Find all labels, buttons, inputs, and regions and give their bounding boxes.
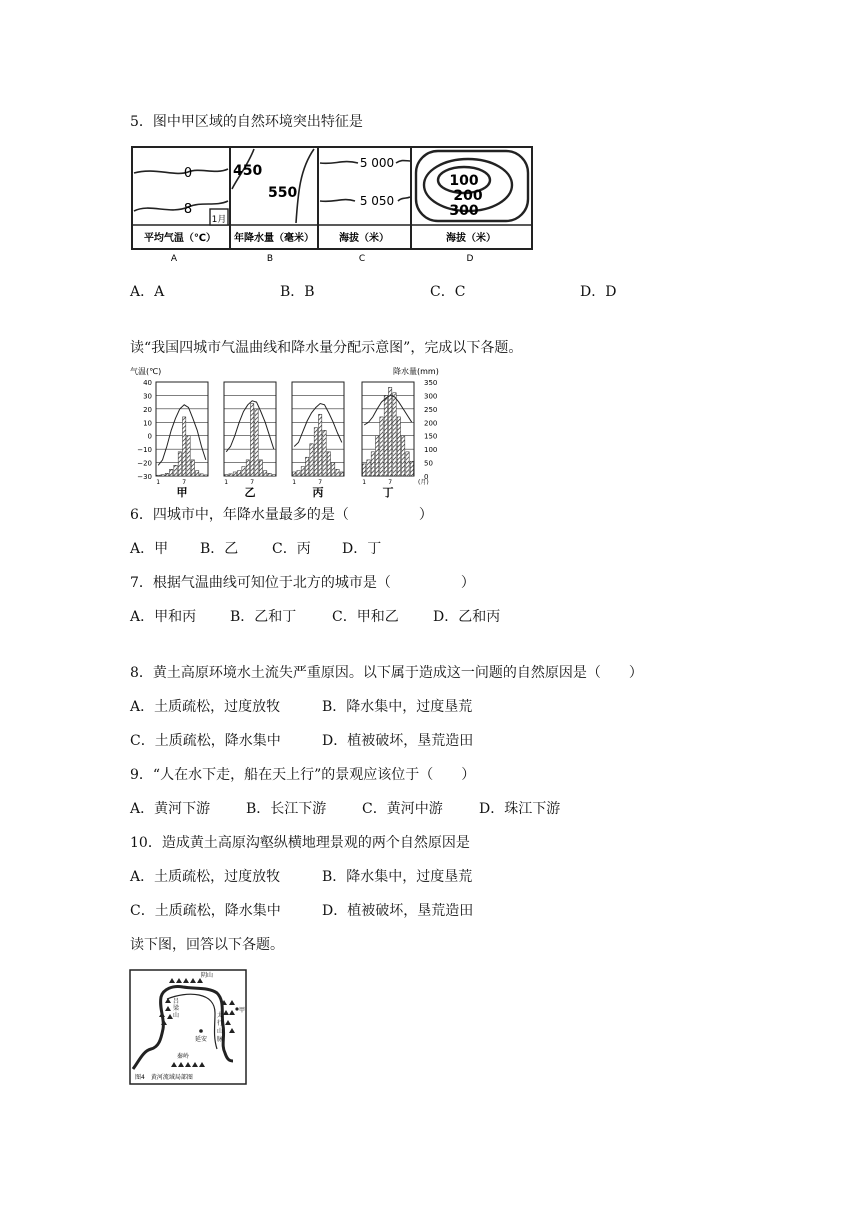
precip-tick-label: 0 [424,473,429,481]
map-label-hang: 行 [217,1020,224,1027]
q5-letter-a: A [170,254,178,264]
precip-bar [255,409,258,476]
q10-stem: 10．造成黄土高原沟壑纵横地理景观的两个自然原因是 [130,835,470,851]
precip-bar [161,475,164,476]
precip-tick-label: 100 [424,446,438,455]
q5-a-label-0: 0 [183,166,193,181]
city-panel-2 [292,382,344,499]
climate-intro: 读“我国四城市气温曲线和降水量分配示意图”，完成以下各题。 [130,340,523,356]
precip-bar [363,464,366,476]
precip-bar [174,465,177,476]
map-label-shan2: 山 [217,1028,224,1035]
q5-b-label-550: 550 [268,185,298,201]
q9-option-a[interactable]: A．黄河下游 [130,801,211,817]
precip-tick-label: 150 [424,432,438,441]
precip-bar [259,460,262,476]
precip-bar [264,471,267,476]
climate-chart [128,364,448,500]
map-label-mai: 脉 [217,1036,224,1043]
month-label: 7 [388,479,393,486]
q5-stem: 5．图中甲区域的自然环境突出特征是 [130,114,363,130]
q5-a-label-month: 1月 [211,215,227,225]
q5-caption-c: 海拔（米） [339,233,389,244]
precip-bar [389,387,392,476]
precip-bar [332,463,335,476]
precip-bar [301,467,304,476]
precip-bar [327,452,330,476]
q5-c-label-5000: 5 000 [359,156,395,170]
map-label-jia: 甲 [239,1007,246,1014]
precip-bar [225,475,228,476]
q5-letter-d: D [466,254,474,264]
q5-caption-d: 海拔（米） [446,233,496,244]
map-label-liang: 梁 [173,1005,180,1012]
precip-bar [310,444,313,476]
precip-bar [402,436,405,476]
city-name: 甲 [176,486,188,499]
precip-bar [384,395,387,476]
precip-bar [165,473,168,476]
precip-bar [178,452,181,476]
temp-curve [294,404,342,447]
q7-option-c[interactable]: C．甲和乙 [332,609,399,625]
q9-option-d[interactable]: D．珠江下游 [479,801,561,817]
precip-bar [367,460,370,476]
q10-option-d[interactable]: D．植被破坏，垦荒造田 [322,903,474,919]
q5-option-d[interactable]: D．D [580,284,617,300]
precip-bar [397,417,400,476]
q5-a-label-8: 8 [183,202,193,217]
precip-bar [319,414,322,476]
precip-bar [204,475,207,476]
q8-option-b[interactable]: B．降水集中，过度垦荒 [322,699,473,715]
precip-tick-label: 350 [424,379,438,387]
precip-bar [246,460,249,476]
precip-bar [268,473,271,476]
map-label-yinshan: 阴山 [201,972,214,979]
temp-tick-label: 10 [143,419,152,428]
precip-bar [183,417,186,476]
month-label: 7 [182,479,187,486]
q10-option-a[interactable]: A．土质疏松，过度放牧 [130,869,281,885]
precip-bar [233,472,236,476]
precip-axis-title: 降水量(mm) [393,367,439,376]
city-name: 丙 [312,486,324,499]
precip-tick-label: 250 [424,405,438,414]
map-label-shan1: 山 [173,1012,180,1019]
q5-letter-c: C [358,254,366,264]
map-label-tai: 太 [217,1012,224,1019]
precip-bar [376,436,379,476]
q9-stem: 9．“人在水下走，船在天上行”的景观应该位于（ ） [130,767,476,783]
temp-axis-title: 气温(℃) [130,367,162,376]
q5-option-b[interactable]: B．B [280,284,315,300]
q5-b-label-450: 450 [233,163,263,179]
city-panel-1 [224,382,276,499]
precip-bar [406,452,409,476]
map-intro: 读下图，回答以下各题。 [130,937,284,953]
q6-option-a[interactable]: A．甲 [130,541,169,557]
q5-option-a[interactable]: A．A [130,284,165,300]
precip-bar [191,460,194,476]
city-name: 丁 [382,486,394,499]
yellow-river-map [129,969,247,1085]
q5-d-label-100: 100 [449,173,479,189]
q5-letter-b: B [266,254,274,264]
month-unit: (月) [418,479,429,486]
q7-option-a[interactable]: A．甲和丙 [130,609,197,625]
precip-bar [340,472,343,476]
precip-bar [272,475,275,476]
temp-curve [364,395,412,425]
city-name: 乙 [244,486,256,499]
q7-stem: 7．根据气温曲线可知位于北方的城市是（ ） [130,575,475,591]
city-panel-3 [362,382,414,499]
temp-tick-label: −30 [137,473,152,481]
q5-d-label-300: 300 [449,203,479,219]
temp-tick-label: 20 [143,405,152,414]
q6-option-d[interactable]: D．丁 [342,541,382,557]
q6-option-c[interactable]: C．丙 [272,541,311,557]
temp-tick-label: 0 [147,432,152,441]
precip-tick-label: 50 [424,459,433,468]
temp-tick-label: −20 [137,459,152,468]
precip-bar [323,430,326,476]
precip-bar [297,471,300,476]
precip-bar [187,436,190,476]
precip-bar [410,461,413,476]
map-label-qinling: 秦岭 [177,1053,190,1060]
temp-tick-label: 30 [143,392,152,401]
precip-bar [238,471,241,476]
q8-option-c[interactable]: C．土质疏松，降水集中 [130,733,281,749]
city-panel-0 [156,382,208,499]
precip-bar [306,457,309,476]
map-label-lv: 吕 [173,998,180,1005]
precip-bar [170,469,173,476]
precip-tick-label: 200 [424,419,438,428]
precip-bar [293,472,296,476]
precip-bar [196,471,199,476]
q6-option-b[interactable]: B．乙 [200,541,239,557]
month-label: 1 [156,479,161,486]
precip-bar [242,467,245,476]
precip-bar [251,403,254,476]
q5-caption-b: 年降水量（毫米） [234,233,314,244]
q5-c-label-5050: 5 050 [359,194,395,208]
month-label: 7 [318,479,323,486]
temp-tick-label: −10 [137,446,152,455]
map-caption: 图4 黄河流域局部图 [135,1074,193,1081]
precip-bar [314,428,317,476]
q6-stem: 6．四城市中，年降水量最多的是（ ） [130,507,433,523]
q7-option-d[interactable]: D．乙和丙 [433,609,501,625]
temp-curve [226,401,274,452]
temp-curve [158,405,206,466]
q7-option-b[interactable]: B．乙和丁 [230,609,297,625]
q5-d-label-200: 200 [453,188,483,204]
month-label: 1 [362,479,367,486]
month-label: 7 [250,479,255,486]
precip-bar [393,393,396,476]
q8-option-d[interactable]: D．植被破坏，垦荒造田 [322,733,474,749]
precip-bar [229,474,232,476]
q8-stem: 8．黄土高原环境水土流失严重原因。以下属于造成这一问题的自然原因是（ ） [130,665,643,681]
precip-bar [371,452,374,476]
month-label: 1 [224,479,229,486]
temp-tick-label: 40 [143,379,152,387]
q5-caption-a: 平均气温（℃） [143,233,217,244]
q8-option-a[interactable]: A．土质疏松，过度放牧 [130,699,281,715]
q10-option-b[interactable]: B．降水集中，过度垦荒 [322,869,473,885]
precip-bar [380,417,383,476]
q9-option-c[interactable]: C．黄河中游 [362,801,443,817]
q9-option-b[interactable]: B．长江下游 [246,801,327,817]
month-label: 1 [292,479,297,486]
precip-tick-label: 300 [424,392,438,401]
q10-option-c[interactable]: C．土质疏松，降水集中 [130,903,281,919]
q5-figure [130,145,540,265]
q5-option-c[interactable]: C．C [430,284,466,300]
precip-bar [200,474,203,476]
precip-bar [157,475,160,476]
map-label-yanan: 延安 [195,1036,208,1043]
precip-bar [336,469,339,476]
